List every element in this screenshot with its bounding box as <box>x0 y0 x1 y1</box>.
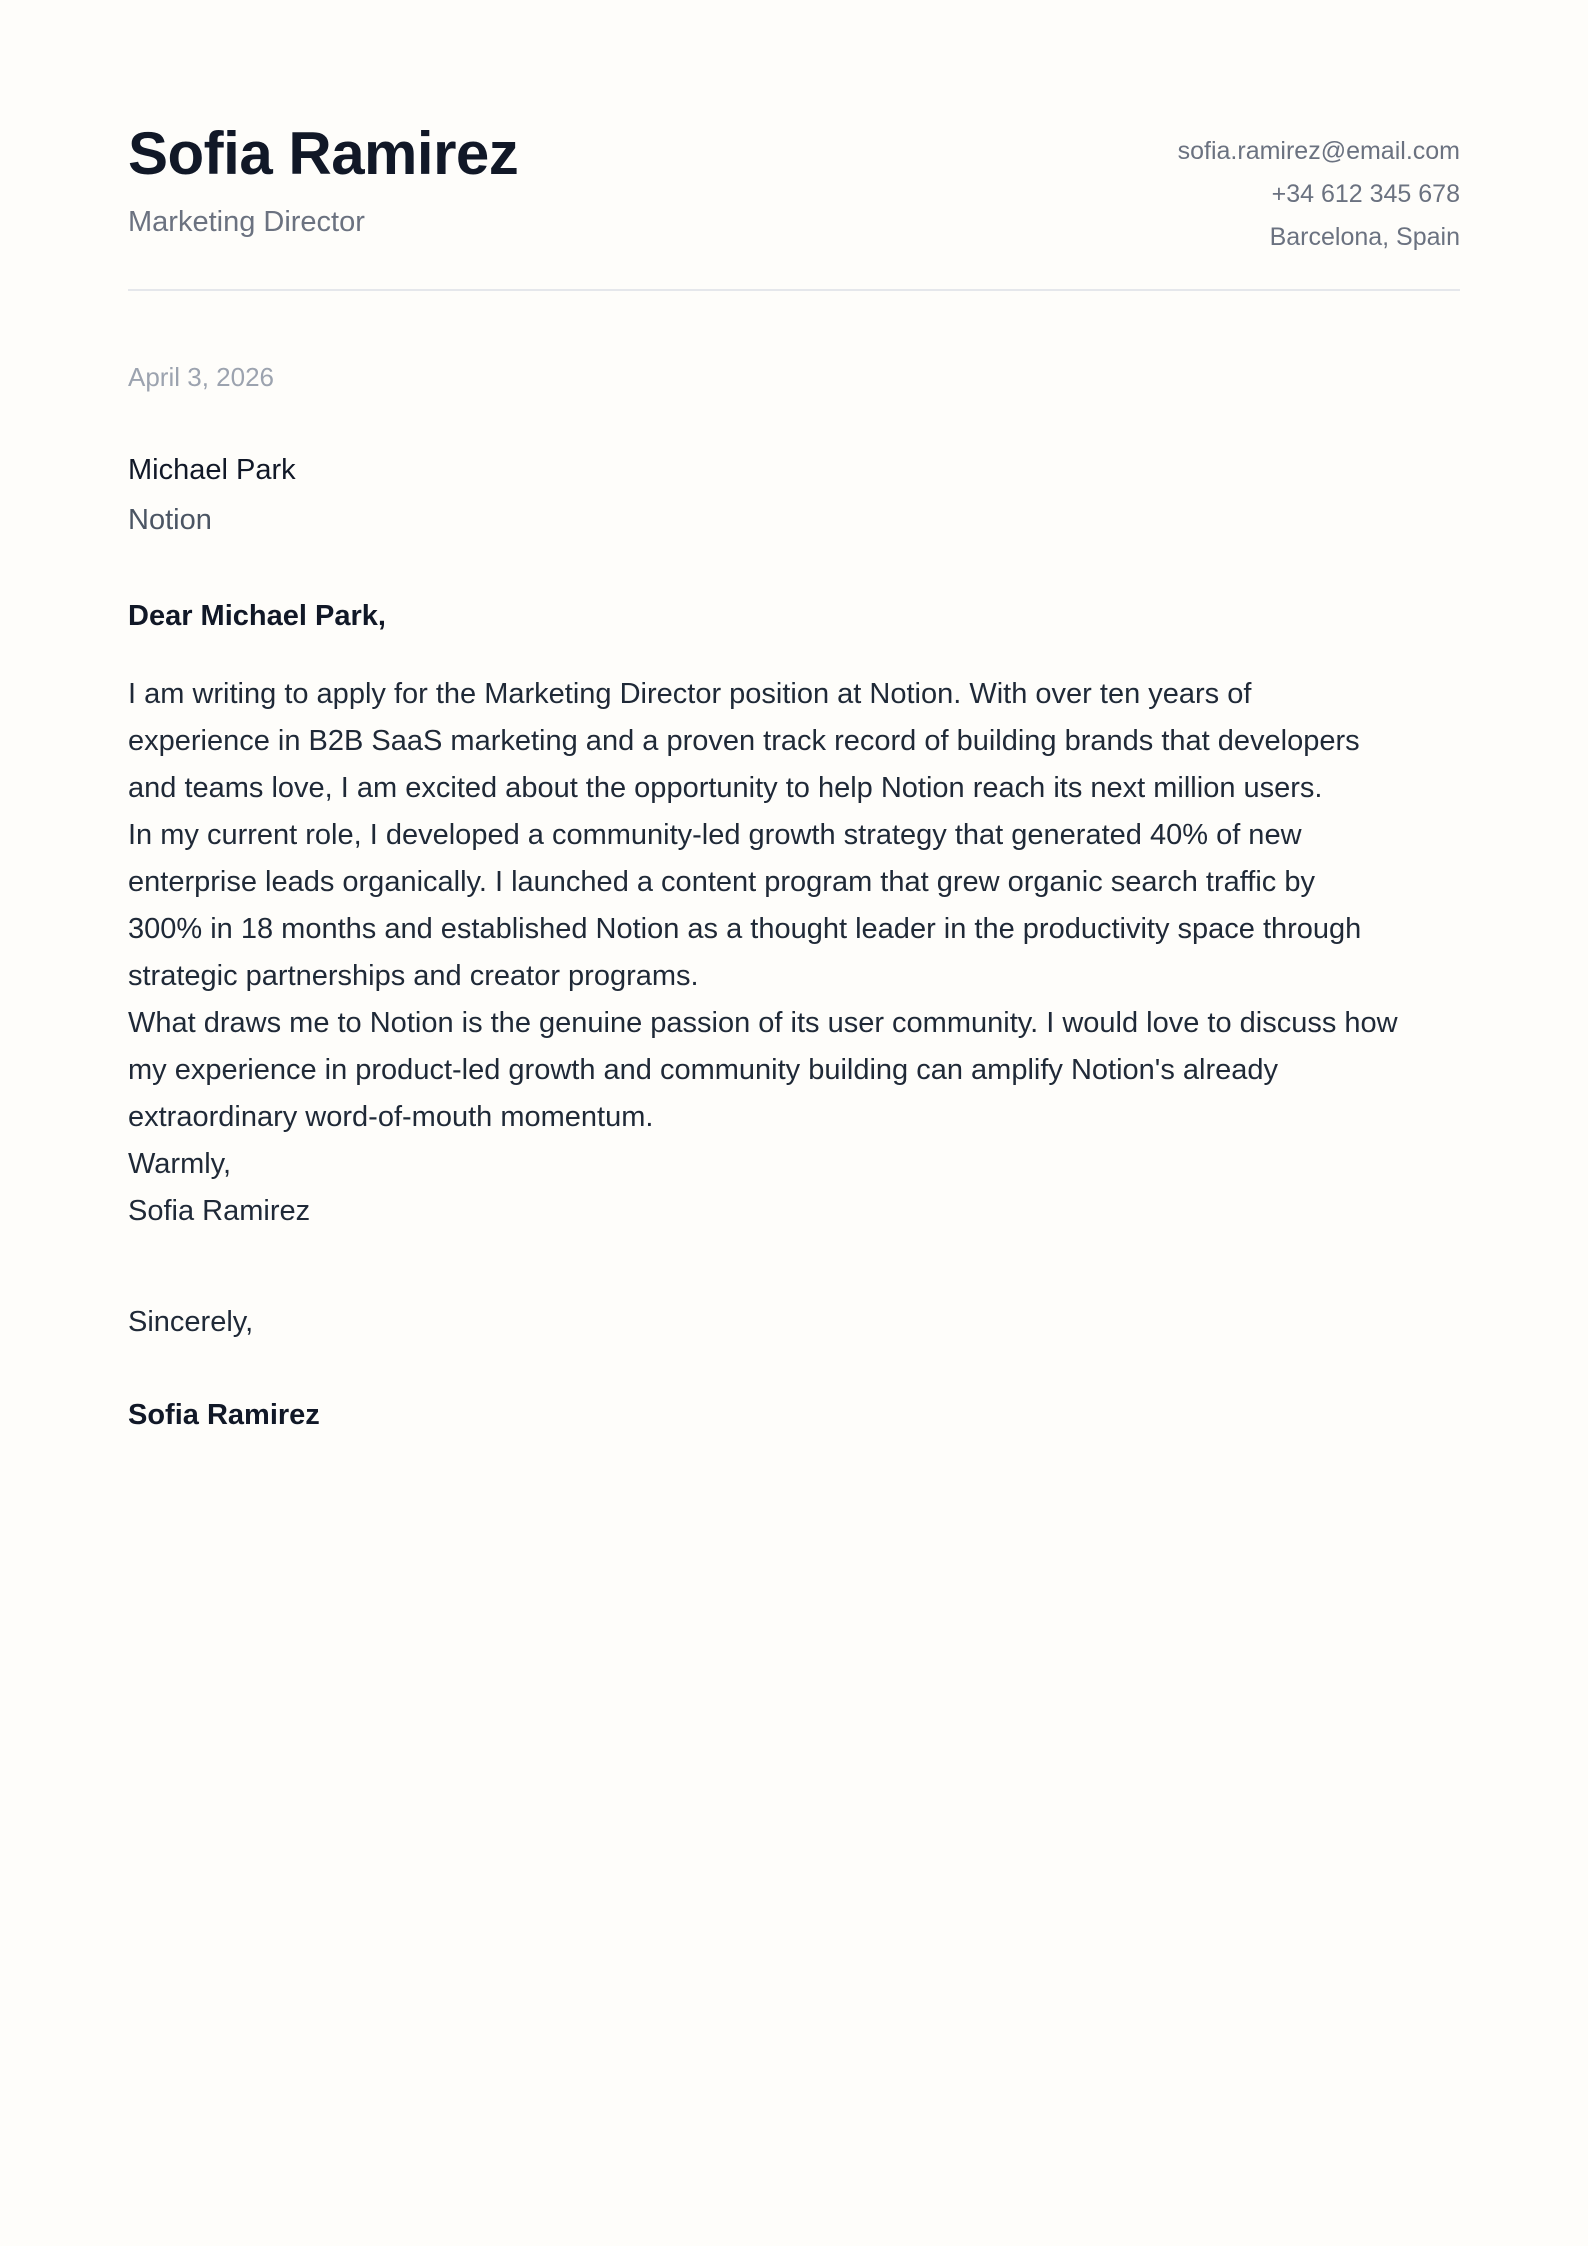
body-line: In my current role, I developed a community-led growth strategy that generated 40% of new <box>128 819 1302 851</box>
body-line: Warmly, <box>128 1148 232 1180</box>
letter-body <box>128 671 1460 1235</box>
contact-info <box>1178 130 1460 259</box>
cover-letter-page <box>128 0 1460 1431</box>
recipient-name: Michael Park <box>128 454 296 486</box>
contact-phone: +34 612 345 678 <box>1271 180 1460 208</box>
body-line: experience in B2B SaaS marketing and a proven track record of building brands that developers <box>128 725 1360 757</box>
sender-role: Marketing Director <box>128 206 365 238</box>
body-line: and teams love, I am excited about the opportunity to help Notion reach its next million users. <box>128 772 1323 804</box>
body-line: What draws me to Notion is the genuine passion of its user community. I would love to discuss how <box>128 1007 1398 1039</box>
contact-email: sofia.ramirez@email.com <box>1177 137 1460 165</box>
closing: Sincerely, <box>128 1306 254 1338</box>
body-line: extraordinary word-of-mouth momentum. <box>128 1101 654 1133</box>
body-line: I am writing to apply for the Marketing Director position at Notion. With over ten years of <box>128 678 1252 710</box>
letter-date: April 3, 2026 <box>128 362 274 392</box>
body-line: 300% in 18 months and established Notion as a thought leader in the productivity space through <box>128 913 1362 945</box>
recipient-company: Notion <box>128 504 212 536</box>
body-line: enterprise leads organically. I launched a content program that grew organic search traffic by <box>128 866 1315 898</box>
sender-name: Sofia Ramirez <box>128 120 519 187</box>
recipient-block <box>128 448 296 548</box>
body-line: strategic partnerships and creator programs. <box>128 960 699 992</box>
body-line: my experience in product-led growth and community building can amplify Notion's already <box>128 1054 1279 1086</box>
letter-header <box>128 0 1460 291</box>
body-line: Sofia Ramirez <box>128 1195 311 1227</box>
signature: Sofia Ramirez <box>128 1399 320 1431</box>
contact-location: Barcelona, Spain <box>1269 223 1460 251</box>
salutation: Dear Michael Park, <box>128 600 386 632</box>
